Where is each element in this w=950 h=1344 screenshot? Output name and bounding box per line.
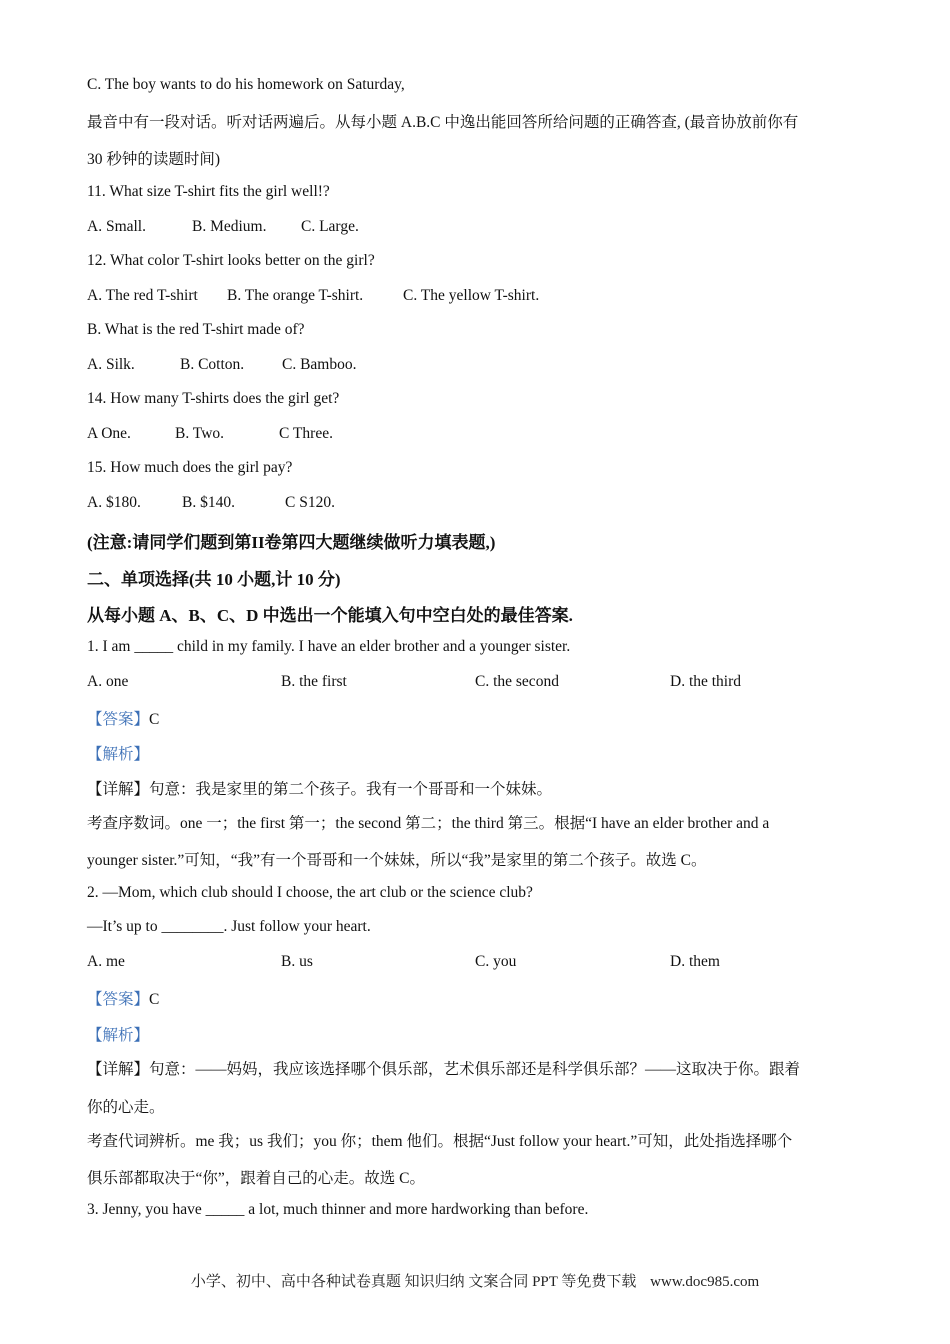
mc2-explanation-2: 俱乐部都取决于“你”，跟着自己的心走。故选 C。 bbox=[87, 1170, 425, 1187]
option-line: C. The boy wants to do his homework on Saturday, bbox=[87, 76, 405, 93]
mc1-explanation-2: younger sister.”可知，“我”有一个哥哥和一个妹妹，所以“我”是家里的第二个孩子。故选 C。 bbox=[87, 852, 707, 869]
mc1-explanation-1: 考查序数词。one 一；the first 第一；the second 第二；the third 第三。根据“I have an elder brother and a bbox=[87, 815, 770, 832]
q15-option-a: A. $180. bbox=[87, 494, 141, 511]
q12-option-c: C. The yellow T-shirt. bbox=[403, 287, 540, 304]
mc2-option-d: D. them bbox=[670, 953, 720, 970]
mc2-option-b: B. us bbox=[281, 953, 313, 970]
answer-value: C bbox=[149, 991, 160, 1008]
q11-option-b: B. Medium. bbox=[192, 218, 267, 235]
question-15: 15. How much does the girl pay? bbox=[87, 459, 293, 476]
q13-option-b: B. Cotton. bbox=[180, 356, 245, 373]
answer-tag: 【答案】 bbox=[87, 991, 150, 1008]
footer-link[interactable]: www.doc985.com bbox=[650, 1274, 760, 1290]
mc2-option-a: A. me bbox=[87, 953, 125, 970]
mc2-analysis-tag: 【解析】 bbox=[87, 1027, 150, 1044]
footer-text: 小学、初中、高中各种试卷真题 知识归纳 文案合同 PPT 等免费下载 bbox=[190, 1274, 637, 1290]
mc1-option-a: A. one bbox=[87, 673, 129, 690]
mc1-option-d: D. the third bbox=[670, 673, 742, 690]
mc1-analysis-tag: 【解析】 bbox=[87, 746, 150, 763]
q15-option-c: C S120. bbox=[285, 494, 335, 511]
mc1-option-c: C. the second bbox=[475, 673, 559, 690]
mc1-answer bbox=[87, 707, 159, 729]
question-12: 12. What color T-shirt looks better on the girl? bbox=[87, 252, 375, 269]
q11-option-c: C. Large. bbox=[301, 218, 359, 235]
mc-question-2-reply: —It’s up to ________. Just follow your heart. bbox=[87, 918, 371, 935]
q14-option-c: C Three. bbox=[279, 425, 333, 442]
q11-option-a: A. Small. bbox=[87, 218, 146, 235]
question-13: B. What is the red T-shirt made of? bbox=[87, 321, 305, 338]
mc2-detail-1: 【详解】句意：——妈妈，我应该选择哪个俱乐部，艺术俱乐部还是科学俱乐部？——这取决于你。跟着 bbox=[87, 1061, 801, 1078]
section-instruction: 从每小题 A、B、C、D 中选出一个能填入句中空白处的最佳答案. bbox=[87, 606, 573, 625]
listening-instruction-cont: 30 秒钟的读题时间) bbox=[87, 151, 221, 168]
page-footer bbox=[0, 1270, 950, 1291]
q15-option-b: B. $140. bbox=[182, 494, 235, 511]
mc2-detail-2: 你的心走。 bbox=[87, 1099, 165, 1116]
answer-tag: 【答案】 bbox=[87, 711, 150, 728]
mc-question-2: 2. —Mom, which club should I choose, the art club or the science club? bbox=[87, 884, 533, 901]
listening-instruction: 最音中有一段对话。听对话两遍后。从每小题 A.B.C 中逸出能回答所给问题的正确答查, (最音协放前你有 bbox=[87, 114, 799, 131]
mc2-answer bbox=[87, 987, 159, 1009]
q14-option-b: B. Two. bbox=[175, 425, 225, 442]
mc2-explanation-1: 考查代词辨析。me 我；us 我们；you 你；them 他们。根据“Just follow your heart.”可知，此处指选择哪个 bbox=[87, 1133, 793, 1150]
q13-option-a: A. Silk. bbox=[87, 356, 135, 373]
mc2-option-c: C. you bbox=[475, 953, 517, 970]
mc-question-1: 1. I am _____ child in my family. I have an elder brother and a younger sister. bbox=[87, 638, 571, 655]
answer-value: C bbox=[149, 711, 160, 728]
q14-option-a: A One. bbox=[87, 425, 131, 442]
listening-note: (注意:请同学们题到第II卷第四大题继续做听力填表题,) bbox=[87, 533, 496, 552]
question-14: 14. How many T-shirts does the girl get? bbox=[87, 390, 340, 407]
q12-option-b: B. The orange T-shirt. bbox=[227, 287, 364, 304]
mc-question-3: 3. Jenny, you have _____ a lot, much thinner and more hardworking than before. bbox=[87, 1201, 589, 1218]
q12-option-a: A. The red T-shirt bbox=[87, 287, 198, 304]
q13-option-c: C. Bamboo. bbox=[282, 356, 357, 373]
section-heading: 二、单项选择(共 10 小题,计 10 分) bbox=[87, 570, 341, 589]
mc1-detail: 【详解】句意：我是家里的第二个孩子。我有一个哥哥和一个妹妹。 bbox=[87, 781, 553, 798]
mc1-option-b: B. the first bbox=[281, 673, 347, 690]
question-11: 11. What size T-shirt fits the girl well!? bbox=[87, 183, 330, 200]
